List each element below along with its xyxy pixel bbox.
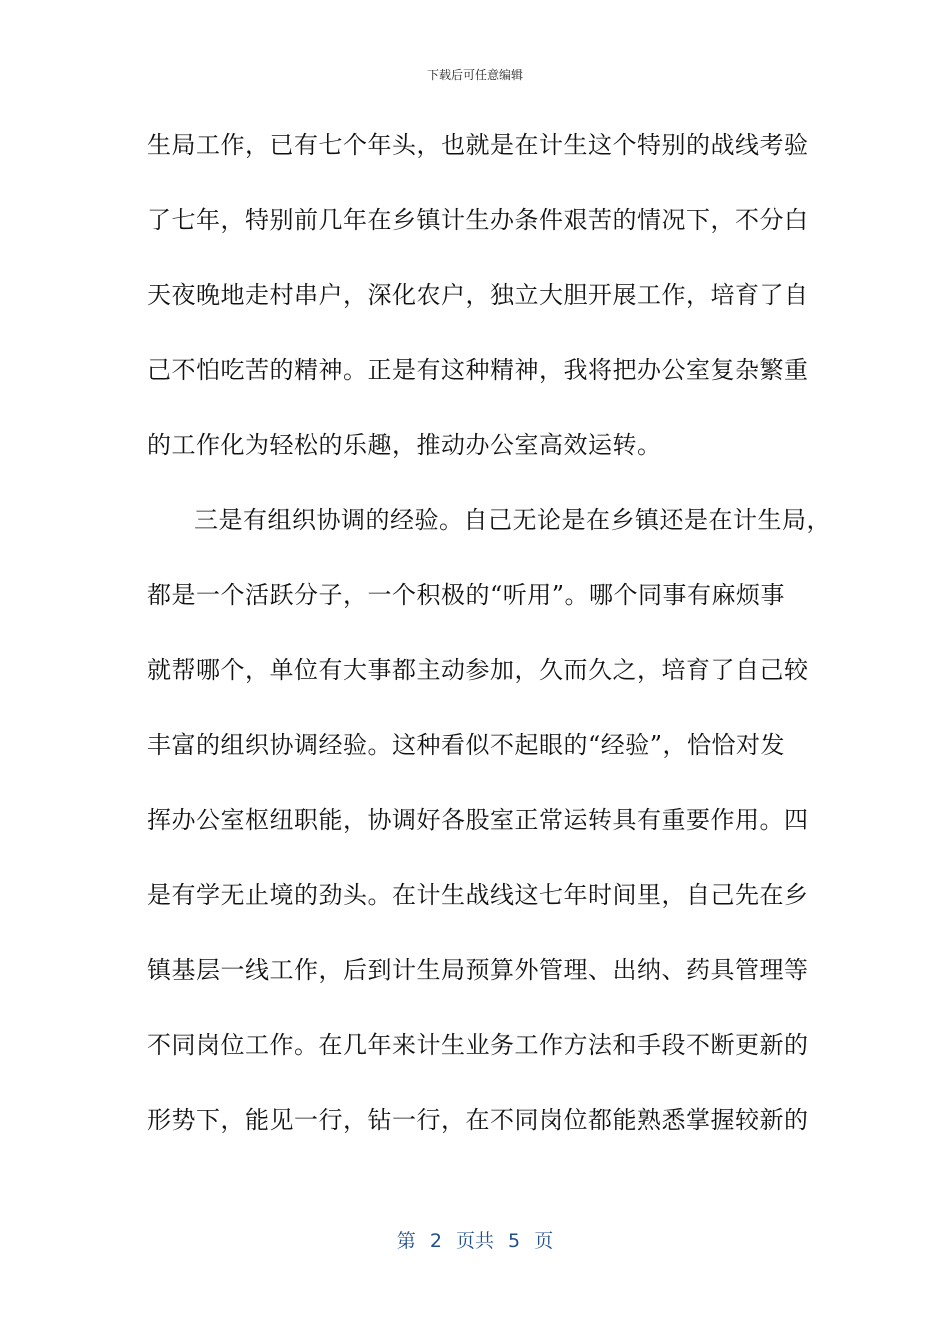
text-line: 了七年，特别前几年在乡镇计生办条件艰苦的情况下，不分白 — [147, 206, 809, 234]
text-line: 天夜晚地走村串户，深化农户，独立大胆开展工作，培育了自 — [147, 281, 809, 309]
page-footer — [0, 1226, 950, 1253]
text-line: 挥办公室枢纽职能，协调好各股室正常运转具有重要作用。四 — [147, 806, 809, 834]
footer-total-pages: 5 — [508, 1230, 521, 1252]
text-line: 己不怕吃苦的精神。正是有这种精神，我将把办公室复杂繁重 — [147, 356, 809, 384]
text-line: 的工作化为轻松的乐趣，推动办公室高效运转。 — [147, 431, 662, 459]
text-line: 是有学无止境的劲头。在计生战线这七年时间里，自己先在乡 — [147, 881, 809, 909]
text-line: 生局工作，已有七个年头，也就是在计生这个特别的战线考验 — [147, 131, 809, 159]
text-line: 就帮哪个，单位有大事都主动参加，久而久之，培育了自己较 — [147, 656, 809, 684]
footer-suffix: 页 — [534, 1230, 554, 1252]
page-header: 下载后可任意编辑 — [426, 68, 523, 82]
text-line: 都是一个活跃分子，一个积极的“听用”。哪个同事有麻烦事 — [147, 581, 786, 609]
text-line: 三是有组织协调的经验。自己无论是在乡镇还是在计生局， — [194, 506, 831, 534]
footer-page-number: 2 — [429, 1230, 442, 1252]
footer-prefix: 第 — [396, 1230, 416, 1252]
text-line: 镇基层一线工作，后到计生局预算外管理、出纳、药具管理等 — [147, 956, 809, 984]
text-line: 形势下，能见一行，钻一行，在不同岗位都能熟悉掌握较新的 — [147, 1106, 809, 1134]
text-line: 不同岗位工作。在几年来计生业务工作方法和手段不断更新的 — [147, 1031, 809, 1059]
footer-middle: 页共 — [455, 1230, 494, 1252]
text-line: 丰富的组织协调经验。这种看似不起眼的“经验”，恰恰对发 — [147, 731, 786, 759]
